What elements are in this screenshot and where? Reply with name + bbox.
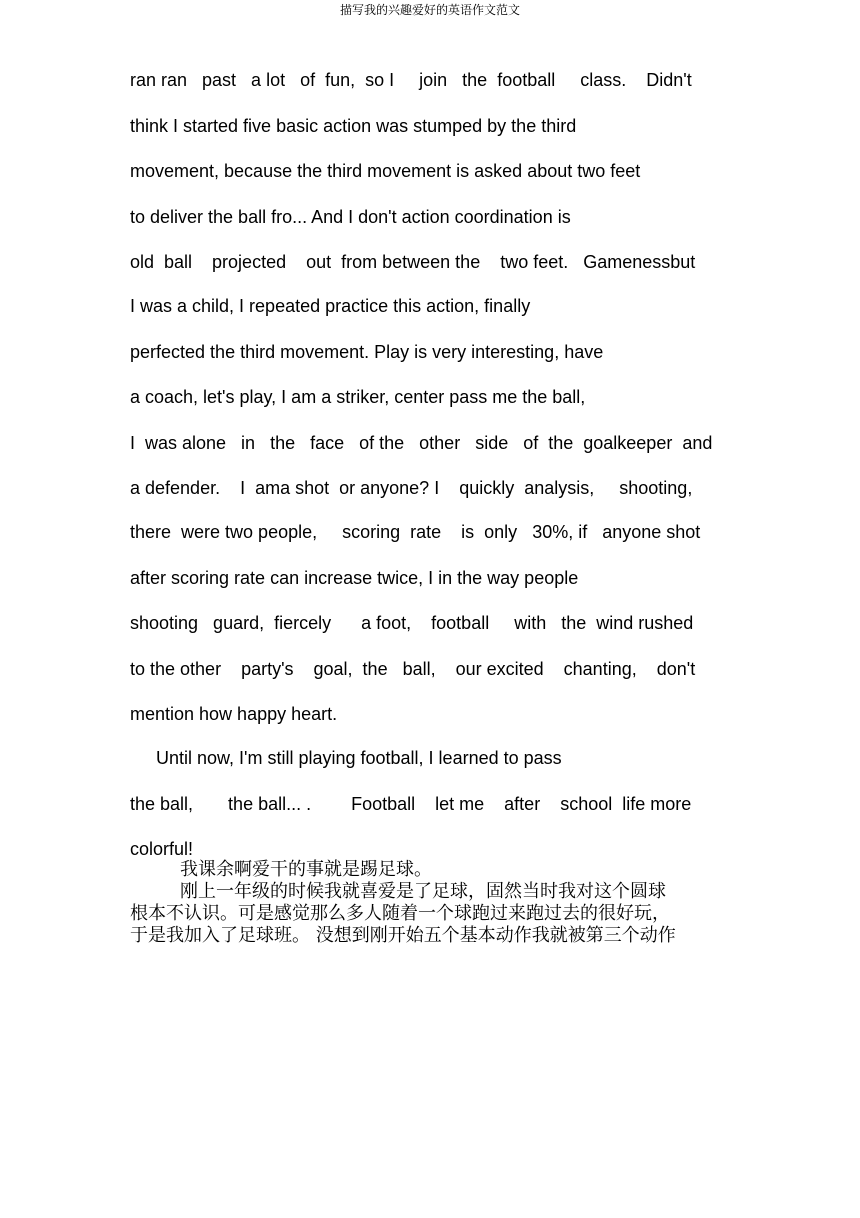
text-line: there were two people, scoring rate is only 30%, if anyone shot [130, 522, 701, 542]
chinese-text-line: 于是我加入了足球班。 没想到刚开始五个基本动作我就被第三个动作 [130, 925, 676, 946]
text-line: after scoring rate can increase twice, I in the way people [130, 568, 579, 588]
text-line: mention how happy heart. [130, 704, 338, 724]
text-line: to the other party's goal, the ball, our excited chanting, don't [130, 659, 696, 679]
text-line: perfected the third movement. Play is very interesting, have [130, 342, 604, 362]
text-line: think I started five basic action was stumped by the third [130, 116, 577, 136]
text-line: shooting guard, fiercely a foot, football with the wind rushed [130, 613, 694, 633]
text-line: a defender. I ama shot or anyone? I quickly analysis, shooting, [130, 478, 693, 498]
chinese-text-line: 刚上一年级的时候我就喜爱是了足球，固然当时我对这个圆球 [180, 881, 666, 902]
paragraph-start-line: Until now, I'm still playing football, I learned to pass [156, 748, 562, 768]
text-line: a coach, let's play, I am a striker, center pass me the ball, [130, 387, 586, 407]
text-line: I was alone in the face of the other side of the goalkeeper and [130, 433, 713, 453]
chinese-text-line: 我课余啊爱干的事就是踢足球。 [180, 859, 432, 880]
chinese-text-line: 根本不认识。可是感觉那么多人随着一个球跑过来跑过去的很好玩， [130, 903, 670, 924]
text-line: to deliver the ball fro... And I don't action coordination is [130, 207, 571, 227]
text-line: movement, because the third movement is asked about two feet [130, 161, 641, 181]
text-line: the ball, the ball... . Football let me after school life more [130, 794, 692, 814]
text-line: colorful! [130, 839, 194, 859]
text-line: ran ran past a lot of fun, so I join the football class. Didn't [130, 70, 692, 90]
text-line: old ball projected out from between the two feet. Gamenessbut [130, 252, 696, 272]
text-line: I was a child, I repeated practice this action, finally [130, 296, 531, 316]
page-header-title: 描写我的兴趣爱好的英语作文范文 [339, 3, 520, 17]
